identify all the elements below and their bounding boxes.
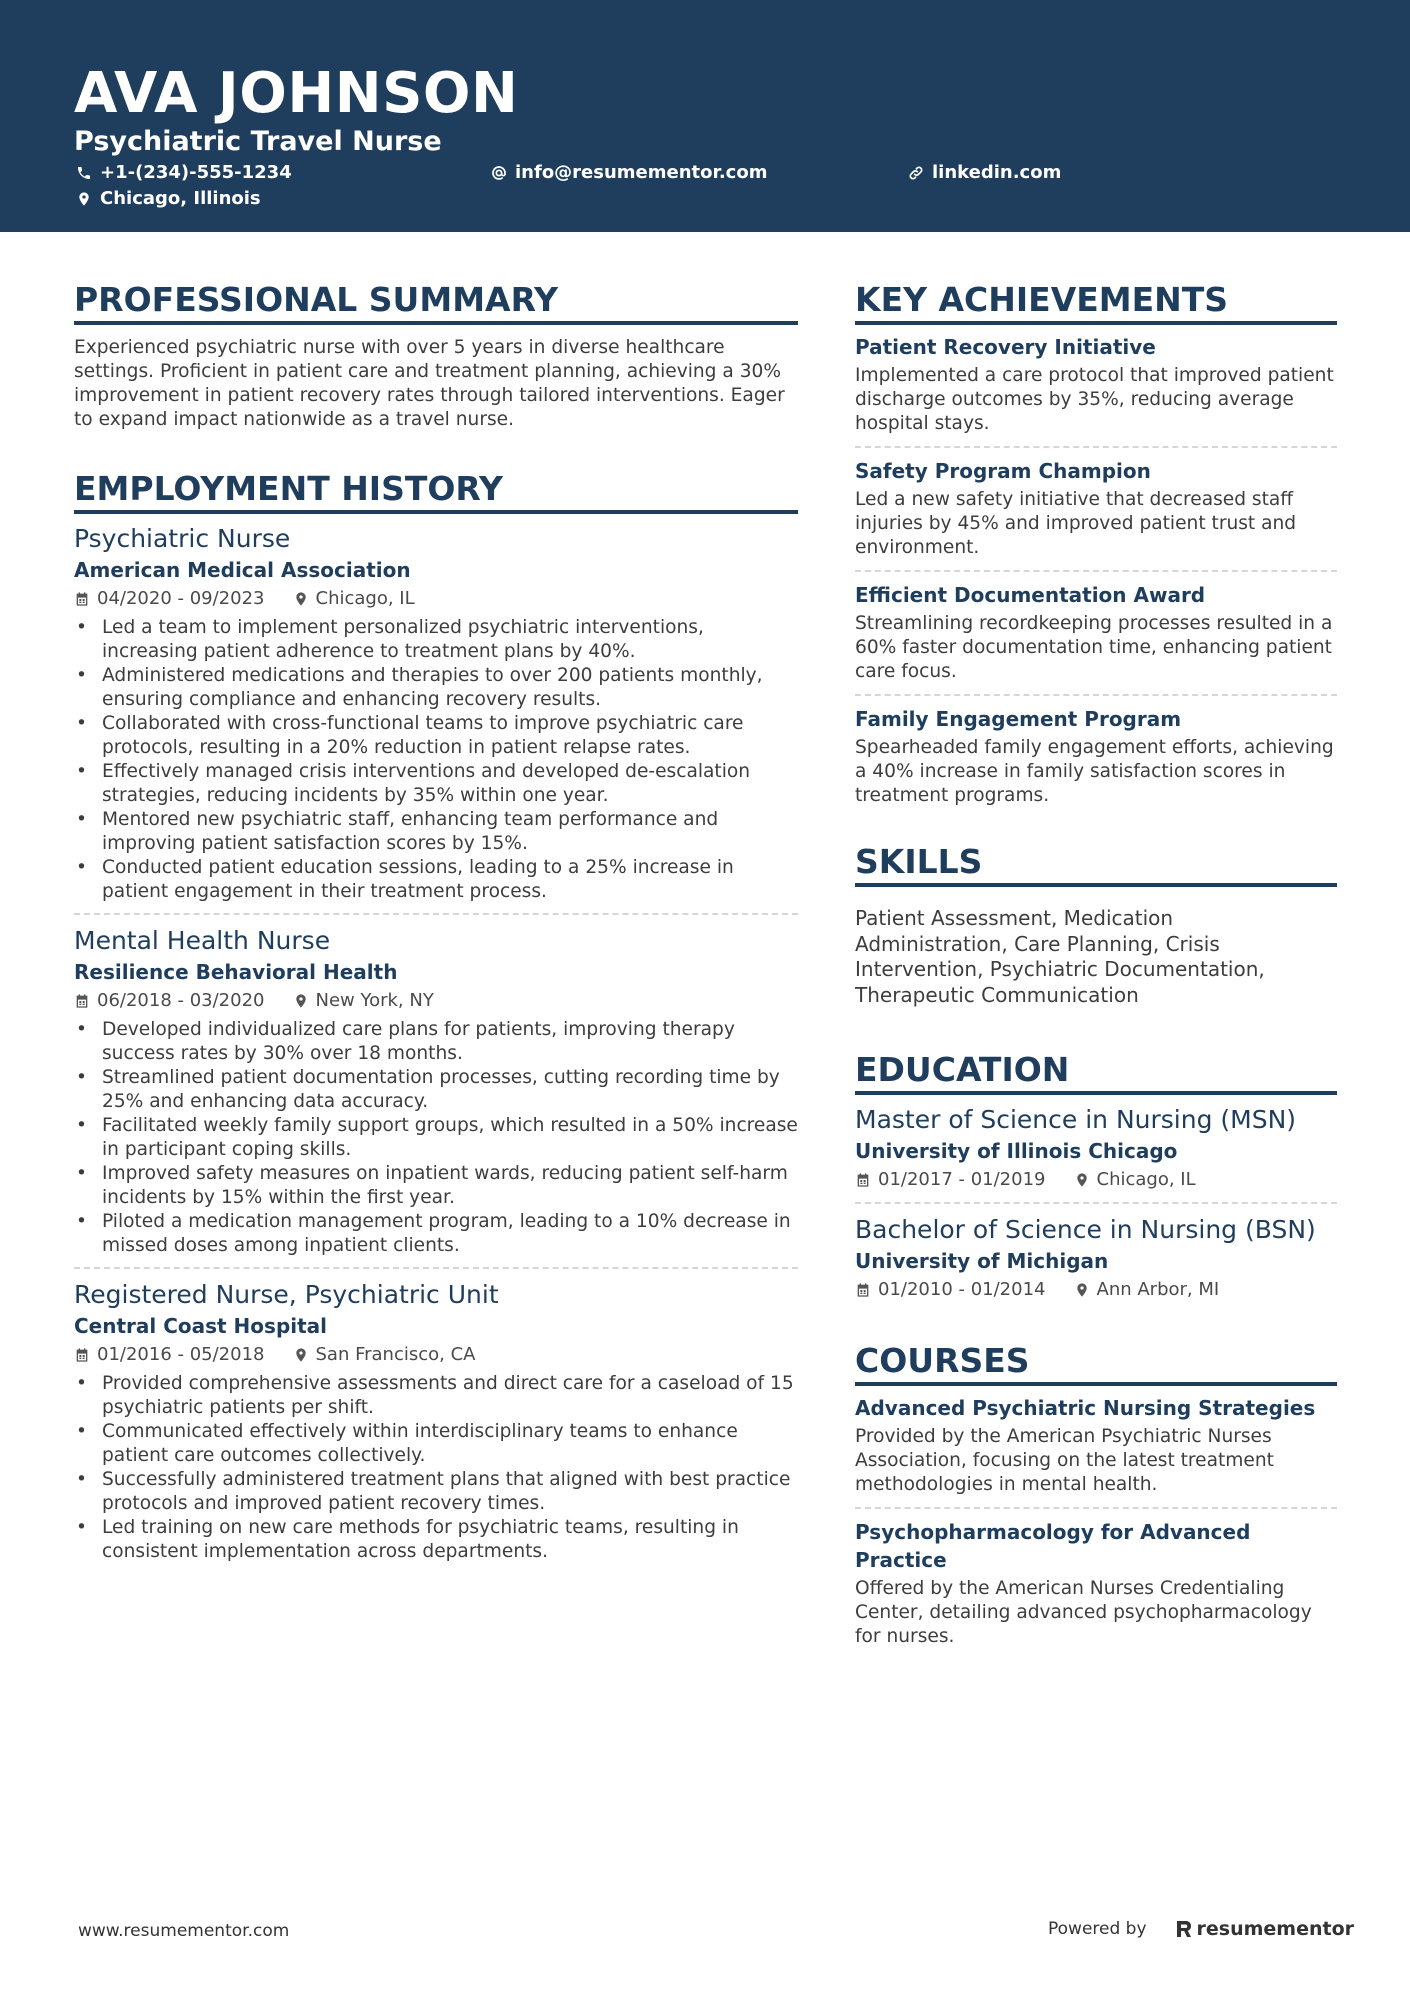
course-text: Provided by the American Psychiatric Nurses Association, focusing on the latest treatment methodologies in mental health. [855, 1426, 1274, 1495]
map-pin-icon [1074, 1172, 1090, 1188]
course-item [855, 1394, 1337, 1497]
footer-powered [1048, 1917, 1354, 1941]
employment-section [74, 469, 798, 1564]
education-dates: 01/2017 - 01/2019 [878, 1169, 1046, 1190]
calendar-icon [855, 1172, 871, 1188]
education-item [855, 1213, 1337, 1303]
job-org: Central Coast Hospital [74, 1314, 328, 1338]
map-pin-icon [293, 1347, 309, 1363]
education-item [855, 1103, 1337, 1193]
achievement-item [855, 333, 1337, 436]
education-school: University of Michigan [855, 1249, 1109, 1273]
achievement-title: Efficient Documentation Award [855, 583, 1206, 607]
map-pin-icon [293, 993, 309, 1009]
list-item: • Effectively managed crisis interventions and developed de-escalation strategies, reducing incidents by 35% within one year. [74, 760, 798, 808]
list-item: • Collaborated with cross-functional teams to improve psychiatric care protocols, resulting in a 20% reduction in patient relapse rates. [74, 712, 798, 760]
location-text: Chicago, Illinois [100, 188, 261, 209]
list-item: • Communicated effectively within interdisciplinary teams to enhance patient care outcomes collectively. [74, 1420, 798, 1468]
list-item: • Improved safety measures on inpatient wards, reducing patient self-harm incidents by 15% within the first year. [74, 1162, 798, 1210]
divider [855, 1507, 1337, 1509]
education-degree: Master of Science in Nursing (MSN) [855, 1105, 1297, 1134]
job-location [293, 586, 415, 612]
footer-website[interactable]: www.resumementor.com [78, 1921, 290, 1941]
education-school: University of Illinois Chicago [855, 1139, 1178, 1163]
resume-header [0, 0, 1410, 232]
phone-text: +1-(234)-555-1234 [100, 162, 292, 183]
course-title: Advanced Psychiatric Nursing Strategies [855, 1396, 1316, 1420]
job-location-text: Chicago, IL [315, 588, 415, 609]
brand-name: resumementor [1196, 1918, 1355, 1940]
job-org: American Medical Association [74, 558, 411, 582]
education-title: EDUCATION [855, 1050, 1337, 1095]
job-entry [74, 924, 798, 1258]
education-degree: Bachelor of Science in Nursing (BSN) [855, 1215, 1316, 1244]
education-location [1074, 1167, 1196, 1193]
at-icon [491, 165, 507, 181]
job-location [293, 1342, 476, 1368]
calendar-icon [855, 1282, 871, 1298]
email-text[interactable]: info@resumementor.com [515, 162, 768, 183]
achievement-item [855, 705, 1337, 808]
divider [74, 913, 798, 915]
job-dates: 06/2018 - 03/2020 [97, 990, 265, 1011]
course-title: Psychopharmacology for Advanced Practice [855, 1520, 1251, 1572]
job-meta [74, 586, 798, 612]
achievements-title: KEY ACHIEVEMENTS [855, 280, 1337, 325]
divider [855, 446, 1337, 448]
education-location-text: Ann Arbor, MI [1096, 1279, 1220, 1300]
job-location [293, 988, 434, 1014]
list-item: • Led training on new care methods for psychiatric teams, resulting in consistent implementation across departments. [74, 1516, 798, 1564]
contact-location [76, 187, 261, 211]
list-item: • Piloted a medication management program, leading to a 10% decrease in missed doses among inpatient clients. [74, 1210, 798, 1258]
link-icon [908, 165, 924, 181]
map-pin-icon [76, 191, 92, 207]
employment-title: EMPLOYMENT HISTORY [74, 469, 798, 514]
achievement-text: Streamlining recordkeeping processes resulted in a 60% faster documentation time, enhancing patient care focus. [855, 613, 1333, 682]
achievements-section [855, 280, 1337, 808]
job-title: Registered Nurse, Psychiatric Unit [74, 1280, 499, 1309]
calendar-icon [74, 993, 90, 1009]
powered-by-text: Powered by [1048, 1919, 1147, 1939]
job-meta [74, 1342, 798, 1368]
job-bullets [74, 1372, 798, 1564]
linkedin-text[interactable]: linkedin.com [932, 162, 1062, 183]
courses-section [855, 1341, 1337, 1649]
divider [855, 570, 1337, 572]
education-location [1074, 1277, 1220, 1303]
left-column [74, 280, 798, 1564]
achievement-text: Led a new safety initiative that decreased staff injuries by 45% and improved patient trust and environment. [855, 489, 1297, 558]
list-item: • Provided comprehensive assessments and direct care for a caseload of 15 psychiatric patients per shift. [74, 1372, 798, 1420]
education-section [855, 1050, 1337, 1303]
list-item: • Developed individualized care plans for patients, improving therapy success rates by 30% over 18 months. [74, 1018, 798, 1066]
achievement-title: Patient Recovery Initiative [855, 335, 1156, 359]
job-title: Mental Health Nurse [74, 926, 331, 955]
list-item: • Facilitated weekly family support groups, which resulted in a 50% increase in participant coping skills. [74, 1114, 798, 1162]
achievement-text: Implemented a care protocol that improved patient discharge outcomes by 35%, reducing average hospital stays. [855, 365, 1334, 434]
resumementor-logo-icon [1175, 1919, 1193, 1939]
right-column [855, 280, 1337, 1649]
job-dates: 04/2020 - 09/2023 [97, 588, 265, 609]
job-meta [74, 988, 798, 1014]
education-meta [855, 1167, 1337, 1193]
courses-title: COURSES [855, 1341, 1337, 1386]
candidate-role: Psychiatric Travel Nurse [74, 126, 442, 157]
course-text: Offered by the American Nurses Credentialing Center, detailing advanced psychopharmacology for nurses. [855, 1578, 1312, 1647]
map-pin-icon [1074, 1282, 1090, 1298]
list-item: • Successfully administered treatment plans that aligned with best practice protocols and improved patient recovery times. [74, 1468, 798, 1516]
job-location-text: San Francisco, CA [315, 1344, 476, 1365]
list-item: • Led a team to implement personalized psychiatric interventions, increasing patient adherence to treatment plans by 40%. [74, 616, 798, 664]
course-item [855, 1518, 1337, 1649]
achievement-item [855, 581, 1337, 684]
job-bullets [74, 1018, 798, 1258]
list-item: • Streamlined patient documentation processes, cutting recording time by 25% and enhancing data accuracy. [74, 1066, 798, 1114]
achievement-text: Spearheaded family engagement efforts, achieving a 40% increase in family satisfaction scores in treatment programs. [855, 737, 1334, 806]
job-org: Resilience Behavioral Health [74, 960, 398, 984]
phone-icon [76, 165, 92, 181]
list-item: • Mentored new psychiatric staff, enhancing team performance and improving patient satisfaction scores by 15%. [74, 808, 798, 856]
skills-text: Patient Assessment, Medication Administration, Care Planning, Crisis Intervention, Psychiatric Documentation, Therapeutic Communication [855, 906, 1265, 1007]
contact-email[interactable] [491, 161, 767, 185]
calendar-icon [74, 591, 90, 607]
summary-title: PROFESSIONAL SUMMARY [74, 280, 798, 325]
skills-title: SKILLS [855, 842, 1337, 887]
skills-section [855, 842, 1337, 1008]
calendar-icon [74, 1347, 90, 1363]
contact-linkedin[interactable] [908, 161, 1061, 185]
achievement-item [855, 457, 1337, 560]
job-title: Psychiatric Nurse [74, 524, 291, 553]
education-dates: 01/2010 - 01/2014 [878, 1279, 1046, 1300]
summary-section [74, 280, 798, 432]
map-pin-icon [293, 591, 309, 607]
job-bullets [74, 616, 798, 904]
list-item: • Administered medications and therapies to over 200 patients monthly, ensuring compliance and enhancing recovery results. [74, 664, 798, 712]
education-location-text: Chicago, IL [1096, 1169, 1196, 1190]
divider [74, 1267, 798, 1269]
candidate-name: AVA JOHNSON [74, 61, 519, 126]
job-entry [74, 522, 798, 904]
list-item: • Conducted patient education sessions, leading to a 25% increase in patient engagement in their treatment process. [74, 856, 798, 904]
summary-text: Experienced psychiatric nurse with over 5 years in diverse healthcare settings. Proficient in patient care and treatment planning, achieving a 30% improvement in patient recovery rates through tailored interventions. Eager to expand impact nationwide as a travel nurse. [74, 337, 785, 430]
brand-logo[interactable] [1175, 1917, 1355, 1941]
education-meta [855, 1277, 1337, 1303]
divider [855, 1202, 1337, 1204]
achievement-title: Safety Program Champion [855, 459, 1151, 483]
divider [855, 694, 1337, 696]
achievement-title: Family Engagement Program [855, 707, 1182, 731]
job-dates: 01/2016 - 05/2018 [97, 1344, 265, 1365]
contact-phone [76, 161, 292, 185]
job-location-text: New York, NY [315, 990, 434, 1011]
job-entry [74, 1278, 798, 1564]
